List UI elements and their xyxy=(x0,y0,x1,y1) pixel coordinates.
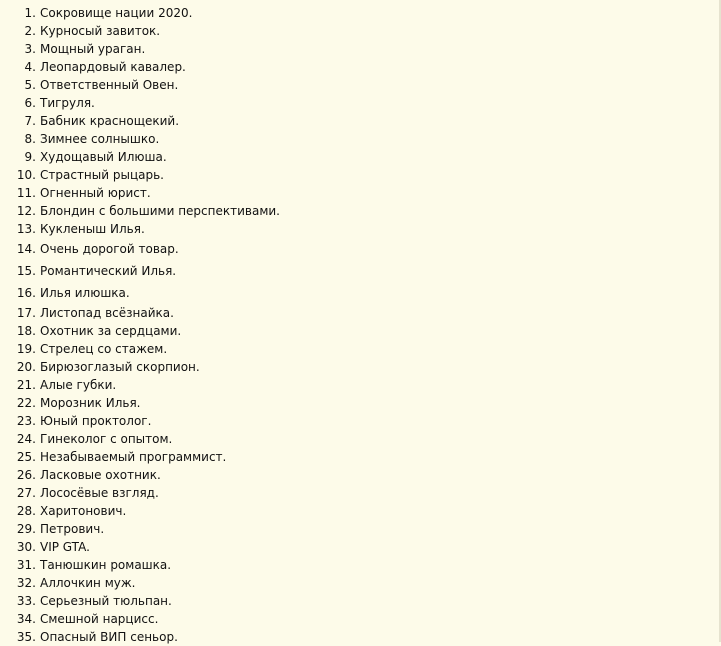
list-item xyxy=(0,166,280,184)
list-item xyxy=(0,448,280,466)
list-item-number: 1. xyxy=(24,6,36,20)
list-item xyxy=(0,340,280,358)
list-item-text: Стрелец со стажем. xyxy=(40,342,168,356)
list-item-text: VIP GTA. xyxy=(40,540,90,554)
list-item-text: Огненный юрист. xyxy=(40,186,151,200)
list-item-text: Танюшкин ромашка. xyxy=(40,558,172,572)
list-item-number: 35. xyxy=(16,630,36,644)
list-item-number: 25. xyxy=(16,450,36,464)
list-item-number: 4. xyxy=(24,60,36,74)
list-item-number: 22. xyxy=(16,396,36,410)
list-item-text: Ответственный Овен. xyxy=(40,78,179,92)
list-item-text: Смешной нарцисс. xyxy=(40,612,159,626)
list-item-number: 16. xyxy=(16,286,36,300)
list-item-number: 2. xyxy=(24,24,36,38)
list-item xyxy=(0,220,280,238)
list-item-number: 7. xyxy=(24,114,36,128)
list-item-number: 11. xyxy=(16,186,36,200)
list-item xyxy=(0,238,280,260)
list-item xyxy=(0,394,280,412)
list-item-number: 14. xyxy=(16,242,36,256)
list-item xyxy=(0,304,280,322)
list-item-number: 30. xyxy=(16,540,36,554)
list-item-text: Алые губки. xyxy=(40,378,117,392)
list-item-number: 26. xyxy=(16,468,36,482)
list-item xyxy=(0,466,280,484)
list-item-number: 21. xyxy=(16,378,36,392)
list-item-text: Мощный ураган. xyxy=(40,42,146,56)
list-item-text: Харитонович. xyxy=(40,504,127,518)
list-item xyxy=(0,22,280,40)
list-item xyxy=(0,610,280,628)
list-item-text: Морозник Илья. xyxy=(40,396,141,410)
list-item xyxy=(0,628,280,646)
list-item xyxy=(0,184,280,202)
list-item-number: 9. xyxy=(24,150,36,164)
list-item-number: 32. xyxy=(16,576,36,590)
list-item xyxy=(0,112,280,130)
nickname-list xyxy=(0,4,280,646)
list-item xyxy=(0,520,280,538)
list-item-number: 5. xyxy=(24,78,36,92)
list-item xyxy=(0,592,280,610)
list-item xyxy=(0,40,280,58)
list-item-text: Опасный ВИП сеньор. xyxy=(40,630,178,644)
list-item-text: Незабываемый программист. xyxy=(40,450,227,464)
list-item-number: 24. xyxy=(16,432,36,446)
list-item-number: 29. xyxy=(16,522,36,536)
list-item-text: Бирюзоглазый скорпион. xyxy=(40,360,200,374)
list-item xyxy=(0,76,280,94)
list-item-number: 23. xyxy=(16,414,36,428)
list-item xyxy=(0,4,280,22)
list-item-text: Гинеколог с опытом. xyxy=(40,432,173,446)
list-item-number: 3. xyxy=(24,42,36,56)
list-item-text: Курносый завиток. xyxy=(40,24,161,38)
list-item-text: Петрович. xyxy=(40,522,105,536)
list-item-text: Леопардовый кавалер. xyxy=(40,60,186,74)
list-item-number: 20. xyxy=(16,360,36,374)
list-item xyxy=(0,556,280,574)
list-item-text: Худощавый Илюша. xyxy=(40,150,167,164)
list-item xyxy=(0,282,280,304)
list-item xyxy=(0,130,280,148)
list-item-number: 6. xyxy=(24,96,36,110)
list-item xyxy=(0,260,280,282)
list-item xyxy=(0,538,280,556)
list-item-text: Серьезный тюльпан. xyxy=(40,594,172,608)
list-item-number: 13. xyxy=(16,222,36,236)
list-item-text: Очень дорогой товар. xyxy=(40,242,179,256)
list-item-text: Блондин с большими перспективами. xyxy=(40,204,280,218)
list-item-text: Илья илюшка. xyxy=(40,286,130,300)
list-item-number: 27. xyxy=(16,486,36,500)
list-item xyxy=(0,202,280,220)
list-item-text: Кукленыш Илья. xyxy=(40,222,145,236)
list-item-text: Страстный рыцарь. xyxy=(40,168,164,182)
list-item-text: Аллочкин муж. xyxy=(40,576,136,590)
list-item xyxy=(0,94,280,112)
list-item-number: 8. xyxy=(24,132,36,146)
list-item xyxy=(0,148,280,166)
list-item-text: Листопад всёзнайка. xyxy=(40,306,174,320)
list-item xyxy=(0,484,280,502)
list-item-text: Охотник за сердцами. xyxy=(40,324,182,338)
list-item-text: Бабник краснощекий. xyxy=(40,114,180,128)
list-item-number: 34. xyxy=(16,612,36,626)
list-item-number: 10. xyxy=(16,168,36,182)
list-item xyxy=(0,358,280,376)
list-item-number: 15. xyxy=(16,264,36,278)
list-item-text: Зимнее солнышко. xyxy=(40,132,160,146)
list-item xyxy=(0,574,280,592)
list-item-number: 17. xyxy=(16,306,36,320)
list-item-text: Тигруля. xyxy=(40,96,95,110)
list-item-text: Лососёвые взгляд. xyxy=(40,486,159,500)
list-item-number: 18. xyxy=(16,324,36,338)
list-item xyxy=(0,322,280,340)
list-item-text: Сокровище нации 2020. xyxy=(40,6,193,20)
list-item xyxy=(0,376,280,394)
list-item-number: 33. xyxy=(16,594,36,608)
list-item-text: Ласковые охотник. xyxy=(40,468,161,482)
list-item xyxy=(0,430,280,448)
list-item-text: Романтический Илья. xyxy=(40,264,177,278)
list-item xyxy=(0,502,280,520)
list-item-number: 19. xyxy=(16,342,36,356)
list-item xyxy=(0,412,280,430)
list-item-number: 31. xyxy=(16,558,36,572)
list-item-number: 28. xyxy=(16,504,36,518)
list-item xyxy=(0,58,280,76)
list-item-number: 12. xyxy=(16,204,36,218)
list-item-text: Юный проктолог. xyxy=(40,414,152,428)
